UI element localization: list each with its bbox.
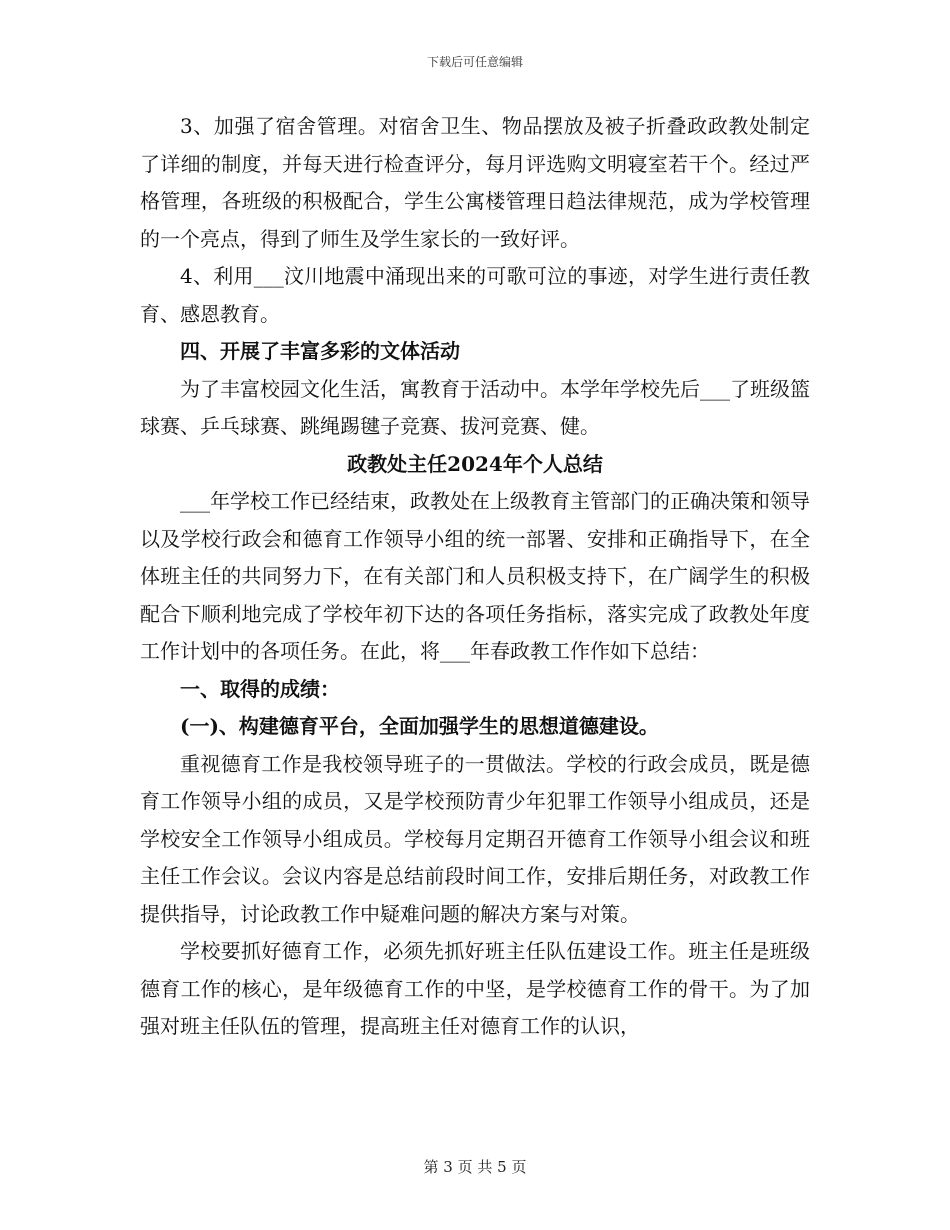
subsection-heading-moral-platform: (一)、构建德育平台，全面加强学生的思想道德建设。 (180, 714, 659, 738)
page-header: 下载后可任意编辑 (426, 55, 523, 69)
paragraph-class-teachers: 学校要抓好德育工作，必须先抓好班主任队伍建设工作。班主任是班级德育工作的核心，是年级德育工作的中坚，是学校德育工作的骨干。为了加强对班主任队伍的管理，提高班主任对德育工作的认识， (140, 939, 810, 1038)
section-heading-activities: 四、开展了丰富多彩的文体活动 (180, 339, 460, 363)
paragraph-dormitory-management: 3、加强了宿舍管理。对宿舍卫生、物品摆放及被子折叠政政教处制定了详细的制度，并每天进行检查评分，每月评选购文明寝室若干个。经过严格管理，各班级的积极配合，学生公寓楼管理日趋法律规范，成为学校管理的一个亮点，得到了师生及学生家长的一致好评。 (140, 114, 810, 251)
paragraph-introduction: ___年学校工作已经结束，政教处在上级教育主管部门的正确决策和领导以及学校行政会和德育工作领导小组的统一部署、安排和正确指导下，在全体班主任的共同努力下，在有关部门和人员积极支持下，在广阔学生的积极配合下顺利地完成了学校年初下达的各项任务指标，落实完成了政教处年度工作计划中的各项任务。在此，将___年春政教工作作如下总结： (140, 489, 810, 663)
paragraph-activities: 为了丰富校园文化生活，寓教育于活动中。本学年学校先后___了班级篮球赛、乒乓球赛、跳绳踢毽子竞赛、拔河竞赛、健。 (140, 376, 810, 438)
page-footer: 第 3 页 共 5 页 (423, 1158, 527, 1176)
document-title: 政教处主任2024年个人总结 (347, 451, 603, 476)
paragraph-moral-leadership: 重视德育工作是我校领导班子的一贯做法。学校的行政会成员，既是德育工作领导小组的成员，又是学校预防青少年犯罪工作领导小组成员，还是学校安全工作领导小组成员。学校每月定期召开德育工作领导小组会议和班主任工作会议。会议内容是总结前段时间工作，安排后期任务，对政教工作提供指导，讨论政教工作中疑难问题的解决方案与对策。 (140, 751, 810, 926)
paragraph-earthquake-education: 4、利用___汶川地震中涌现出来的可歌可泣的事迹，对学生进行责任教育、感恩教育。 (140, 264, 810, 326)
section-heading-achievements: 一、取得的成绩： (180, 676, 340, 701)
document-body (140, 108, 810, 1046)
